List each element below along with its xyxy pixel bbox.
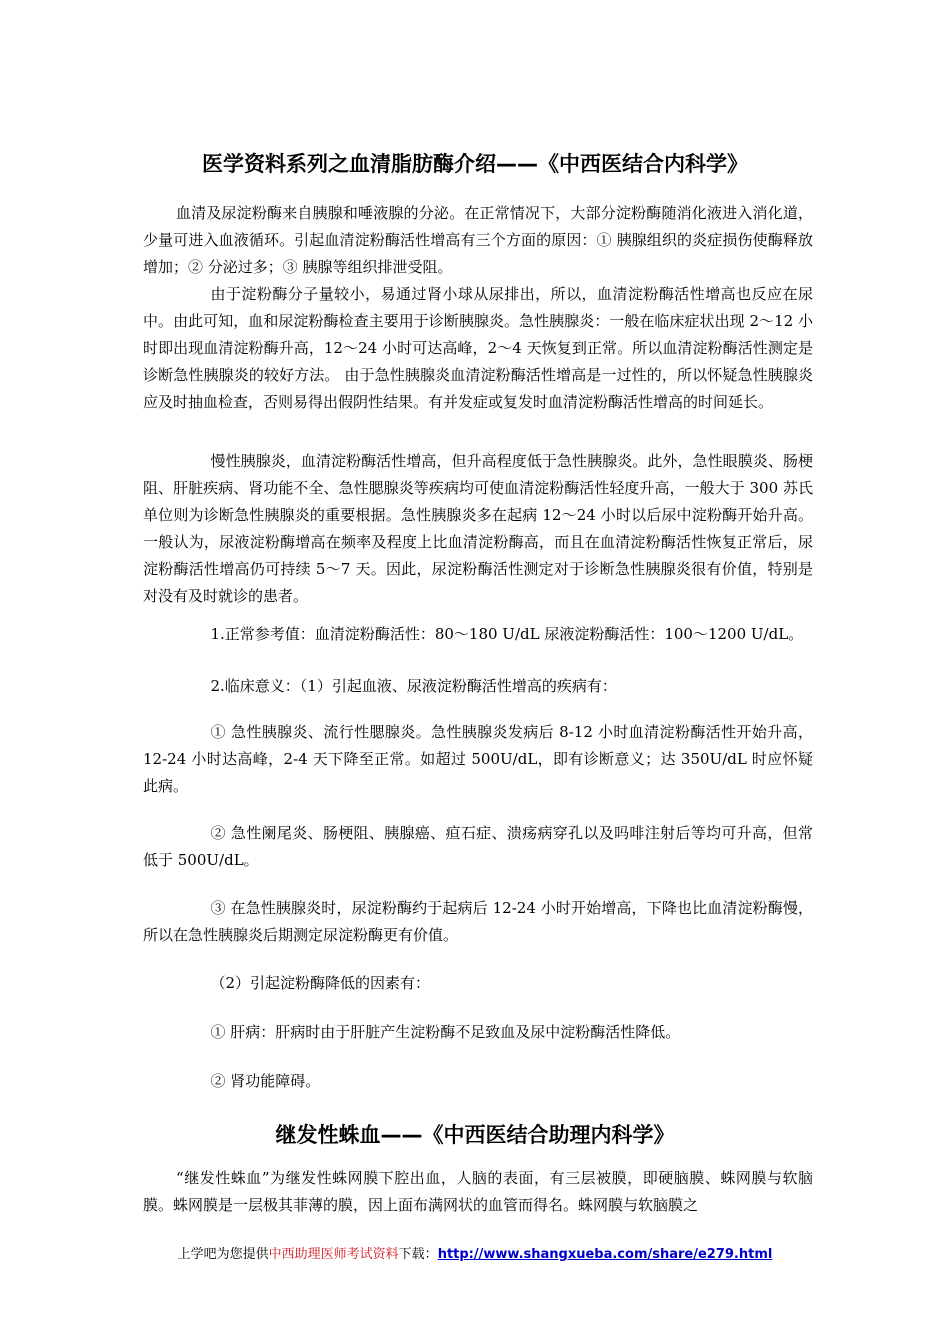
- paragraph-liver-disease: ① 肝病：肝病时由于肝脏产生淀粉酶不足致血及尿中淀粉酶活性降低。: [210, 1023, 681, 1041]
- page-footer: [0, 1245, 950, 1265]
- paragraph-clinical-significance: 2.临床意义：（1）引起血液、尿液淀粉酶活性增高的疾病有：: [210, 677, 617, 695]
- footer-download-link[interactable]: http://www.shangxueba.com/share/e279.html: [437, 1247, 773, 1262]
- paragraph-item-1: ① 急性胰腺炎、流行性腮腺炎。急性胰腺炎发病后 8-12 小时血清淀粉酶活性开始升高，12-24 小时达高峰，2-4 天下降至正常。如超过 500U/dL，即有诊断意义；达 350U/dL 时应怀疑此病。: [143, 723, 813, 795]
- paragraph-renal-dysfunction: ② 肾功能障碍。: [210, 1072, 321, 1090]
- document-title: 医学资料系列之血清脂肪酶介绍——《中西医结合内科学》: [202, 152, 748, 176]
- section-title: 继发性蛛血——《中西医结合助理内科学》: [275, 1123, 675, 1147]
- footer-mid: 下载：: [398, 1247, 438, 1262]
- footer-prefix: 上学吧为您提供: [177, 1247, 269, 1262]
- paragraph-reference-values: 1.正常参考值：血清淀粉酶活性：80～180 U/dL 尿液淀粉酶活性：100～1200 U/dL。: [210, 625, 804, 643]
- paragraph-item-3: ③ 在急性胰腺炎时，尿淀粉酶约于起病后 12-24 小时开始增高，下降也比血清淀粉酶慢，所以在急性胰腺炎后期测定尿淀粉酶更有价值。: [143, 899, 813, 944]
- paragraph-decrease-factors: （2）引起淀粉酶降低的因素有：: [210, 974, 431, 992]
- paragraph-subarachnoid: “继发性蛛血”为继发性蛛网膜下腔出血，人脑的表面，有三层被膜，即硬脑膜、蛛网膜与软脑膜。蛛网膜是一层极其菲薄的膜，因上面布满网状的血管而得名。蛛网膜与软脑膜之: [143, 1169, 813, 1214]
- footer-highlight: 中西助理医师考试资料: [268, 1247, 399, 1262]
- paragraph-amylase-source: 血清及尿淀粉酶来自胰腺和唾液腺的分泌。在正常情况下，大部分淀粉酶随消化液进入消化道，少量可进入血液循环。引起血清淀粉酶活性增高有三个方面的原因：① 胰腺组织的炎症损伤使酶释放增加；② 分泌过多；③ 胰腺等组织排泄受阻。: [143, 204, 813, 276]
- paragraph-item-2: ② 急性阑尾炎、肠梗阻、胰腺癌、疸石症、溃疡病穿孔以及吗啡注射后等均可升高，但常低于 500U/dL。: [143, 824, 813, 869]
- paragraph-chronic-pancreatitis: 慢性胰腺炎，血清淀粉酶活性增高，但升高程度低于急性胰腺炎。此外，急性眼膜炎、肠梗阻、肝脏疾病、肾功能不全、急性腮腺炎等疾病均可使血清淀粉酶活性轻度升高，一般大于 300 苏氏单位则为诊断急性胰腺炎的重要根据。急性胰腺炎多在起病 12～24 小时以后尿中淀粉酶开始升高。一般认为，尿液淀粉酶增高在频率及程度上比血清淀粉酶高，而且在血清淀粉酶活性恢复正常后，尿淀粉酶活性增高仍可持续 5～7 天。因此，尿淀粉酶活性测定对于诊断急性胰腺炎很有价值，特别是对没有及时就诊的患者。: [143, 452, 813, 605]
- paragraph-acute-pancreatitis: 由于淀粉酶分子量较小，易通过肾小球从尿排出，所以，血清淀粉酶活性增高也反应在尿中。由此可知，血和尿淀粉酶检查主要用于诊断胰腺炎。急性胰腺炎：一般在临床症状出现 2～12 小时即出现血清淀粉酶升高，12～24 小时可达高峰，2～4 天恢复到正常。所以血清淀粉酶活性测定是诊断急性胰腺炎的较好方法。 由于急性胰腺炎血清淀粉酶活性增高是一过性的，所以怀疑急性胰腺炎应及时抽血检查，否则易得出假阴性结果。有并发症或复发时血清淀粉酶活性增高的时间延长。: [143, 285, 813, 411]
